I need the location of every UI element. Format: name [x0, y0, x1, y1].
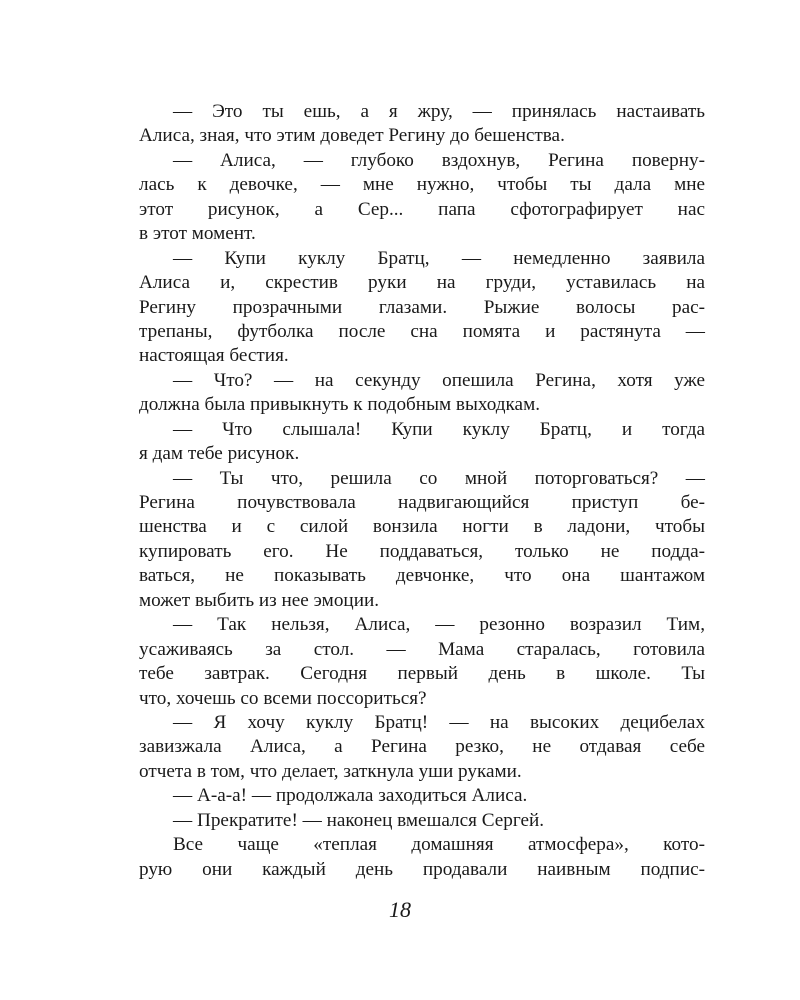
text-line: — Я хочу куклу Братц! — на высоких децибелах — [173, 711, 705, 733]
body-text — [139, 100, 705, 882]
text-line: — Что слышала! Купи куклу Братц, и тогда — [173, 418, 705, 440]
text-line: Алиса и, скрестив руки на груди, уставилась на — [139, 272, 705, 294]
text-line: Все чаще «теплая домашняя атмосфера», кото- — [173, 834, 705, 856]
text-line: — Ты что, решила со мной поторговаться? — — [173, 467, 705, 489]
text-line: шенства и с силой вонзила ногти в ладони, чтобы — [139, 516, 705, 538]
text-line: что, хочешь со всеми поссориться? — [139, 687, 427, 709]
text-line: — Что? — на секунду опешила Регина, хотя уже — [173, 369, 705, 391]
text-line: Регина почувствовала надвигающийся приступ бе- — [139, 492, 705, 513]
text-line: — Это ты ешь, а я жру, — принялась настаивать — [173, 101, 705, 122]
text-line: настоящая бестия. — [139, 345, 289, 367]
text-line: отчета в том, что делает, заткнула уши руками. — [139, 760, 522, 782]
text-line: лась к девочке, — мне нужно, чтобы ты дала мне — [139, 174, 705, 196]
text-line: этот рисунок, а Сер... папа сфотографирует нас — [139, 198, 705, 220]
text-line: — А-а-а! — продолжала заходиться Алиса. — [173, 785, 528, 807]
text-line: я дам тебе рисунок. — [139, 443, 300, 465]
text-line: рую они каждый день продавали наивным подпис- — [139, 858, 705, 880]
text-line: трепаны, футболка после сна помята и растянута — — [139, 320, 705, 342]
text-line: ваться, не показывать девчонке, что она шантажом — [139, 565, 705, 587]
text-line: усаживаясь за стол. — Мама старалась, готовила — [139, 638, 705, 660]
text-line: Алиса, зная, что этим доведет Регину до бешенства. — [139, 125, 565, 147]
text-line: — Так нельзя, Алиса, — резонно возразил Тим, — [173, 614, 705, 636]
page-number: 18 — [389, 897, 411, 922]
text-line: Регину прозрачными глазами. Рыжие волосы рас- — [139, 296, 705, 318]
text-line: купировать его. Не поддаваться, только не подда- — [139, 540, 705, 562]
text-line: в этот момент. — [139, 223, 256, 245]
text-line: — Алиса, — глубоко вздохнув, Регина поверну- — [173, 149, 705, 171]
text-line: может выбить из нее эмоции. — [139, 589, 380, 611]
text-line: должна была привыкнуть к подобным выходкам. — [139, 394, 541, 416]
text-line: — Прекратите! — наконец вмешался Сергей. — [173, 809, 545, 831]
text-line: завизжала Алиса, а Регина резко, не отдавая себе — [139, 736, 705, 758]
text-line: тебе завтрак. Сегодня первый день в школе. Ты — [139, 663, 705, 685]
text-line: — Купи куклу Братц, — немедленно заявила — [173, 247, 705, 269]
